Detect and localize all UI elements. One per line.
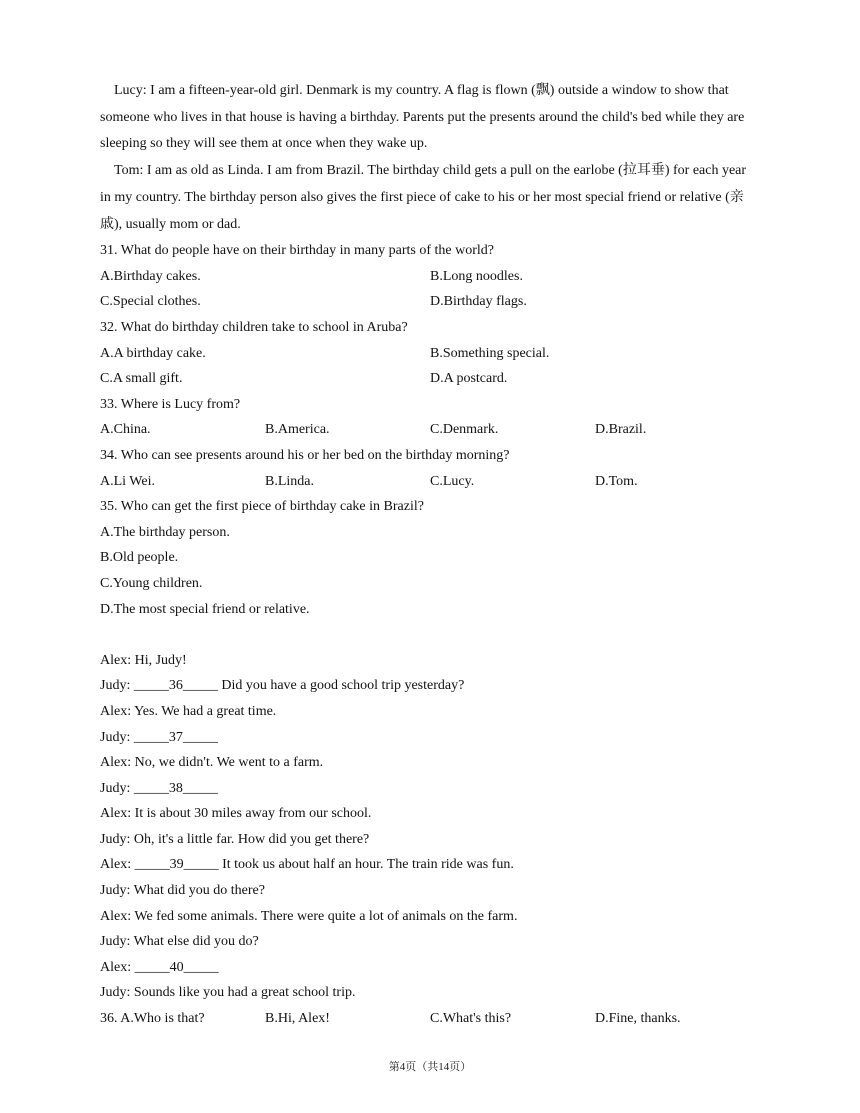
option-d[interactable]: D.Tom.	[595, 473, 638, 489]
option-a[interactable]: A.Birthday cakes.	[100, 268, 201, 284]
dialogue-line: Judy: _____37_____	[100, 729, 218, 745]
passage-paragraph-lucy	[100, 78, 760, 158]
passage-paragraph-tom	[100, 158, 760, 238]
options-row	[100, 289, 760, 315]
option-b[interactable]: B.Linda.	[265, 473, 314, 489]
dialogue-line: Alex: We fed some animals. There were quite a lot of animals on the farm.	[100, 908, 518, 924]
question-32: 32. What do birthday children take to school in Aruba?	[100, 320, 408, 335]
page-content	[100, 78, 760, 1032]
option-a[interactable]: A.A birthday cake.	[100, 345, 206, 361]
question-33: 33. Where is Lucy from?	[100, 396, 241, 412]
options-row	[100, 341, 760, 367]
option-d[interactable]: D.Brazil.	[595, 422, 647, 438]
page-footer: 第4页（共14页）	[388, 1061, 472, 1073]
option-a[interactable]: A.China.	[100, 422, 151, 438]
option-c[interactable]: C.Lucy.	[430, 473, 475, 489]
option-d[interactable]: D.A postcard.	[430, 371, 508, 387]
question-36-options	[100, 1006, 760, 1032]
option-c[interactable]: C.Denmark.	[430, 422, 499, 438]
dialogue-line: Judy: _____36_____ Did you have a good school trip yesterday?	[100, 678, 465, 694]
option-b[interactable]: B.America.	[265, 422, 330, 438]
question-34: 34. Who can see presents around his or her bed on the birthday morning?	[100, 447, 510, 463]
passage-text: Tom: I am as old as Linda. I am from Brazil. The birthday child gets a pull on the earlobe (拉耳垂) for each year in my country. The birthday person also gives the first piece of cake to his or her most special friend or relative (亲戚), usually mom or dad.	[100, 163, 747, 232]
dialogue-line: Alex: Yes. We had a great time.	[100, 703, 277, 719]
option-a[interactable]: 36. A.Who is that?	[100, 1011, 205, 1027]
dialogue-line: Judy: What else did you do?	[100, 934, 259, 950]
dialogue-line: Alex: _____39_____ It took us about half an hour. The train ride was fun.	[100, 857, 514, 873]
option-c[interactable]: C.Special clothes.	[100, 294, 201, 310]
option-c[interactable]: C.A small gift.	[100, 371, 183, 387]
option-d[interactable]: D.The most special friend or relative.	[100, 601, 310, 617]
dialogue-line: Alex: It is about 30 miles away from our school.	[100, 806, 372, 822]
option-a[interactable]: A.The birthday person.	[100, 524, 230, 540]
section-gap	[100, 622, 760, 648]
passage-text: Lucy: I am a fifteen-year-old girl. Denmark is my country. A flag is flown (飘) outside a window to show that someone who lives in that house is having a birthday. Parents put the presents around the child's bed while they are sleeping so they will see them at once when they wake up.	[100, 83, 745, 152]
option-b[interactable]: B.Old people.	[100, 550, 179, 566]
question-35: 35. Who can get the first piece of birthday cake in Brazil?	[100, 499, 424, 515]
option-c[interactable]: C.Young children.	[100, 575, 203, 591]
option-a[interactable]: A.Li Wei.	[100, 473, 155, 489]
dialogue-line: Alex: _____40_____	[100, 959, 219, 975]
options-row	[100, 469, 760, 495]
dialogue-line: Judy: Oh, it's a little far. How did you get there?	[100, 831, 370, 847]
option-c[interactable]: C.What's this?	[430, 1011, 512, 1027]
options-row	[100, 366, 760, 392]
option-d[interactable]: D.Birthday flags.	[430, 294, 527, 310]
option-b[interactable]: B.Hi, Alex!	[265, 1011, 330, 1027]
dialogue-line: Judy: What did you do there?	[100, 883, 265, 899]
option-d[interactable]: D.Fine, thanks.	[595, 1011, 681, 1027]
dialogue-line: Alex: No, we didn't. We went to a farm.	[100, 755, 324, 771]
question-31: 31. What do people have on their birthday in many parts of the world?	[100, 243, 494, 259]
options-row	[100, 417, 760, 443]
dialogue-line: Judy: Sounds like you had a great school trip.	[100, 985, 356, 1001]
dialogue-line: Judy: _____38_____	[100, 780, 218, 796]
option-b[interactable]: B.Long noodles.	[430, 268, 523, 284]
option-b[interactable]: B.Something special.	[430, 345, 550, 361]
dialogue-line: Alex: Hi, Judy!	[100, 652, 187, 668]
options-row	[100, 264, 760, 290]
